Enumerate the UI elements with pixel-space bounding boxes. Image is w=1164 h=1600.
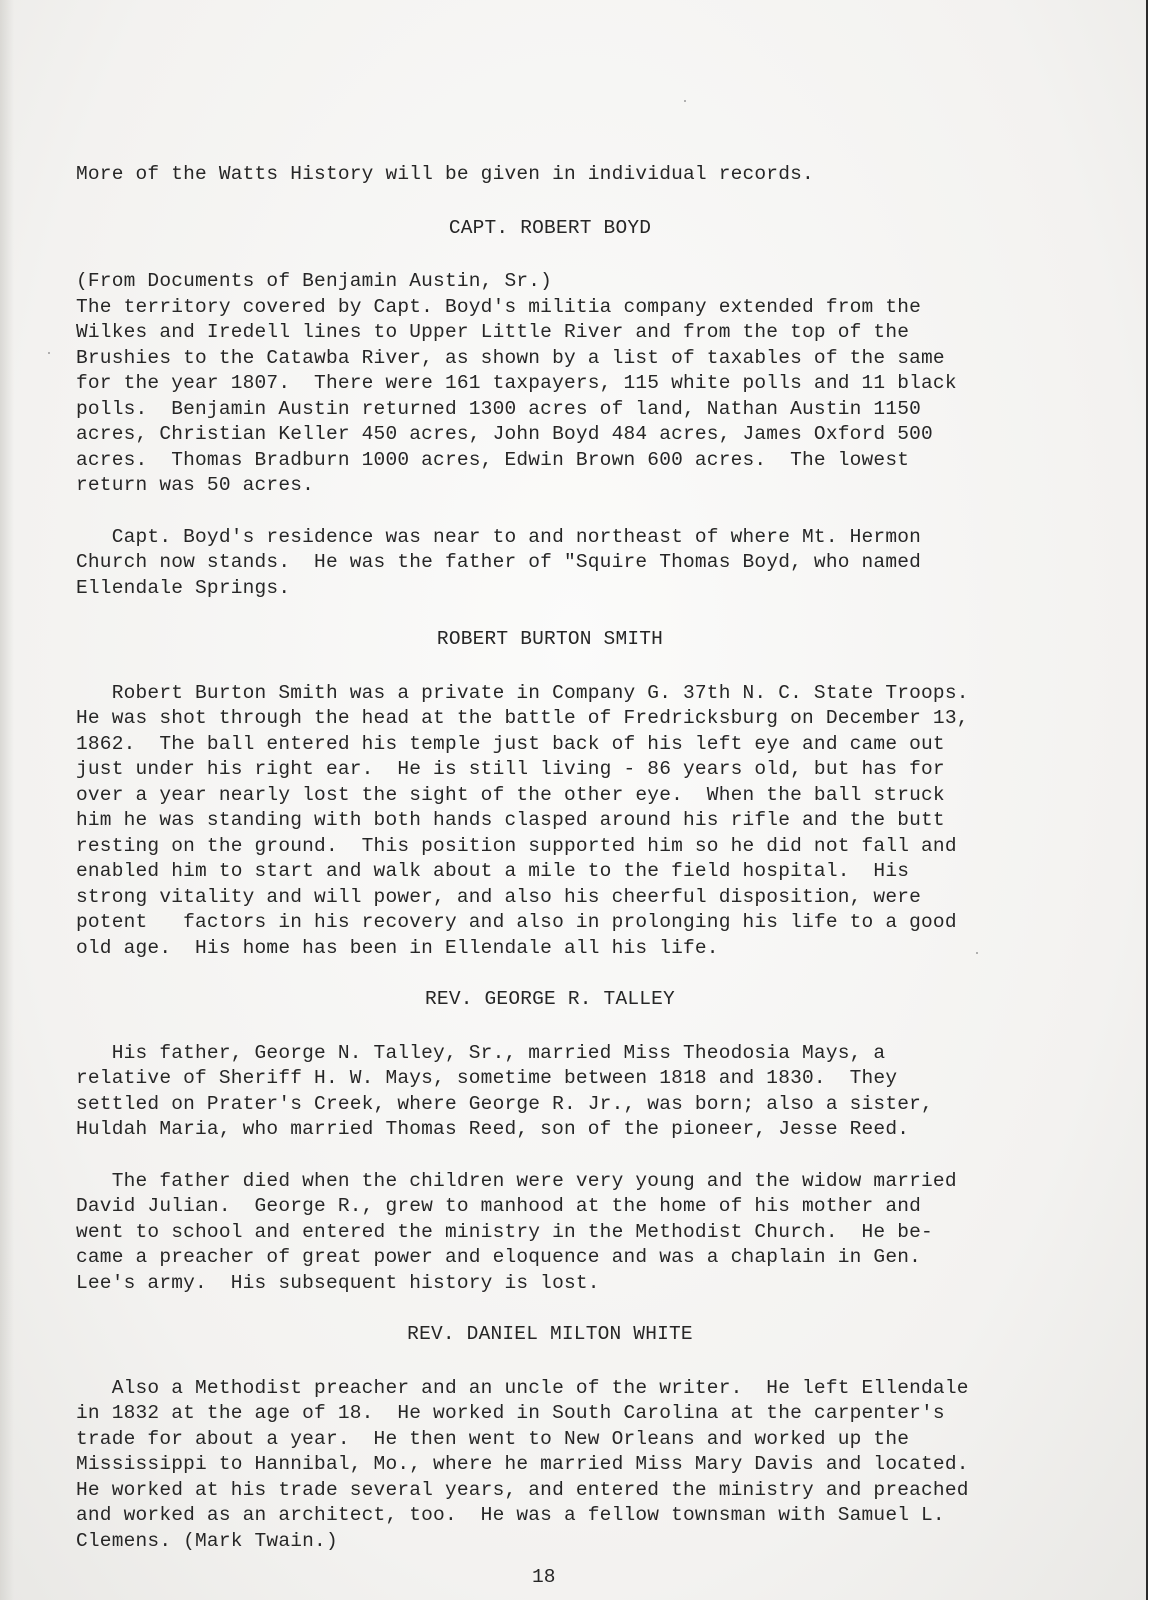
text-line: The territory covered by Capt. Boyd's militia company extended from the bbox=[76, 295, 922, 318]
text-line: David Julian. George R., grew to manhood at the home of his mother and bbox=[76, 1195, 922, 1217]
text-line: polls. Benjamin Austin returned 1300 acres of land, Nathan Austin 1150 bbox=[76, 397, 922, 420]
text-line: His father, George N. Talley, Sr., married Miss Theodosia Mays, a bbox=[76, 1041, 886, 1064]
text-line: Clemens. (Mark Twain.) bbox=[76, 1529, 338, 1552]
text-line: enabled him to start and walk about a mile to the field hospital. His bbox=[76, 860, 910, 882]
text-line: Mississippi to Hannibal, Mo., where he married Miss Mary Davis and located. bbox=[76, 1453, 969, 1475]
text-line: came a preacher of great power and eloquence and was a chaplain in Gen. bbox=[76, 1246, 922, 1268]
text-line: trade for about a year. He then went to New Orleans and worked up the bbox=[76, 1427, 910, 1450]
text-line: settled on Prater's Creek, where George R. Jr., was born; also a sister, bbox=[76, 1092, 933, 1115]
section-heading: REV. GEORGE R. TALLEY bbox=[425, 988, 675, 1010]
text-line: acres. Thomas Bradburn 1000 acres, Edwin Brown 600 acres. The lowest bbox=[76, 448, 910, 471]
text-line: Capt. Boyd's residence was near to and northeast of where Mt. Hermon bbox=[76, 525, 922, 548]
section-heading: ROBERT BURTON SMITH bbox=[436, 628, 664, 650]
text-line: resting on the ground. This position supported him so he did not fall and bbox=[76, 834, 957, 857]
paragraph bbox=[76, 1169, 1016, 1297]
page-number: 18 bbox=[532, 1566, 556, 1588]
text-line: The father died when the children were very young and the widow married bbox=[76, 1169, 957, 1192]
text-line: 1862. The ball entered his temple just back of his left eye and came out bbox=[76, 732, 945, 755]
text-line: Wilkes and Iredell lines to Upper Little River and from the top of the bbox=[76, 321, 910, 343]
paragraph bbox=[76, 681, 1016, 962]
text-line: in 1832 at the age of 18. He worked in South Carolina at the carpenter's bbox=[76, 1402, 945, 1424]
text-line: relative of Sheriff H. W. Mays, sometime between 1818 and 1830. They bbox=[76, 1067, 898, 1089]
document-body bbox=[76, 162, 1016, 1580]
text-line: potent factors in his recovery and also in prolonging his life to a good bbox=[76, 911, 957, 933]
text-line: Lee's army. His subsequent history is lost. bbox=[76, 1271, 600, 1294]
text-line: and worked as an architect, too. He was a fellow townsman with Samuel L. bbox=[76, 1504, 945, 1526]
text-line: return was 50 acres. bbox=[76, 474, 315, 496]
text-line: old age. His home has been in Ellendale all his life. bbox=[76, 936, 719, 959]
text-line: went to school and entered the ministry in the Methodist Church. He be- bbox=[76, 1220, 933, 1243]
paper-speck bbox=[684, 100, 686, 102]
text-line: He was shot through the head at the battle of Fredricksburg on December 13, bbox=[76, 707, 969, 729]
paragraph bbox=[76, 1041, 1016, 1143]
text-line: Also a Methodist preacher and an uncle of the writer. He left Ellendale bbox=[76, 1376, 969, 1399]
paragraph bbox=[76, 269, 1016, 499]
text-line: (From Documents of Benjamin Austin, Sr.) bbox=[76, 270, 553, 292]
section-heading: REV. DANIEL MILTON WHITE bbox=[407, 1323, 693, 1345]
text-line: for the year 1807. There were 161 taxpayers, 115 white polls and 11 black bbox=[76, 372, 957, 394]
text-line: Ellendale Springs. bbox=[76, 576, 291, 599]
text-line: Robert Burton Smith was a private in Company G. 37th N. C. State Troops. bbox=[76, 681, 969, 704]
text-line: just under his right ear. He is still living - 86 years old, but has for bbox=[76, 758, 945, 780]
intro-line: More of the Watts History will be given in individual records. bbox=[76, 163, 814, 185]
text-line: He worked at his trade several years, and entered the ministry and preached bbox=[76, 1478, 969, 1501]
text-line: Huldah Maria, who married Thomas Reed, son of the pioneer, Jesse Reed. bbox=[76, 1118, 910, 1140]
paragraph bbox=[76, 1376, 1016, 1555]
section-heading: CAPT. ROBERT BOYD bbox=[448, 216, 652, 239]
paper-speck bbox=[48, 352, 50, 354]
text-line: acres, Christian Keller 450 acres, John Boyd 484 acres, James Oxford 500 bbox=[76, 423, 933, 445]
text-line: Brushies to the Catawba River, as shown by a list of taxables of the same bbox=[76, 346, 945, 369]
text-line: Church now stands. He was the father of "Squire Thomas Boyd, who named bbox=[76, 551, 922, 573]
text-line: strong vitality and will power, and also his cheerful disposition, were bbox=[76, 885, 922, 908]
text-line: over a year nearly lost the sight of the other eye. When the ball struck bbox=[76, 783, 945, 806]
text-line: him he was standing with both hands clasped around his rifle and the butt bbox=[76, 809, 945, 831]
paragraph bbox=[76, 525, 1016, 602]
